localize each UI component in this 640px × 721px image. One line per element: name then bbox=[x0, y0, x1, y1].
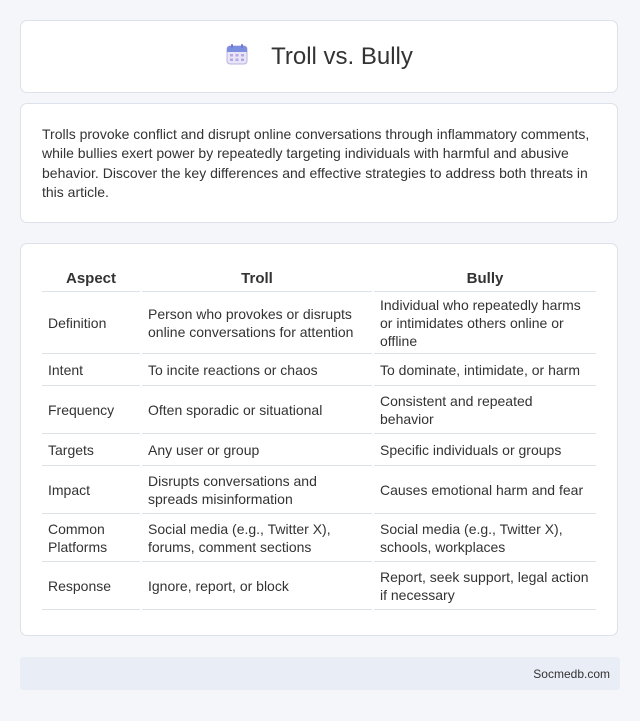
intro-card bbox=[20, 103, 618, 223]
header-aspect: Aspect bbox=[42, 265, 140, 292]
table-cell: Common Platforms bbox=[42, 514, 140, 562]
table-cell: Ignore, report, or block bbox=[142, 562, 372, 610]
calendar-icon bbox=[225, 42, 249, 71]
title-wrap bbox=[225, 42, 413, 71]
header-bully: Bully bbox=[374, 265, 596, 292]
table-cell: Person who provokes or disrupts online conversations for attention bbox=[142, 292, 372, 354]
comparison-table bbox=[40, 265, 598, 610]
comparison-card bbox=[20, 243, 618, 636]
table-row bbox=[42, 386, 596, 434]
table-cell: To incite reactions or chaos bbox=[142, 354, 372, 386]
table-row bbox=[42, 562, 596, 610]
table-cell: Specific individuals or groups bbox=[374, 434, 596, 466]
title-card bbox=[20, 20, 618, 93]
table-cell: Disrupts conversations and spreads misinformation bbox=[142, 466, 372, 514]
footer bbox=[20, 657, 620, 690]
table-cell: Individual who repeatedly harms or intimidates others online or offline bbox=[374, 292, 596, 354]
intro-paragraph: Trolls provoke conflict and disrupt online conversations through inflammatory comments, while bullies exert power by repeatedly targeting individuals with harmful and abusive behavior. Discover the key differences and effective strategies to address both threats in this article. bbox=[42, 126, 590, 200]
table-cell: Response bbox=[42, 562, 140, 610]
table-cell: Definition bbox=[42, 292, 140, 354]
header-troll: Troll bbox=[142, 265, 372, 292]
table-row bbox=[42, 514, 596, 562]
table-cell: Often sporadic or situational bbox=[142, 386, 372, 434]
table-cell: Causes emotional harm and fear bbox=[374, 466, 596, 514]
table-cell: Intent bbox=[42, 354, 140, 386]
footer-site-link[interactable]: Socmedb.com bbox=[533, 666, 610, 681]
table-cell: Social media (e.g., Twitter X), schools, workplaces bbox=[374, 514, 596, 562]
table-cell: To dominate, intimidate, or harm bbox=[374, 354, 596, 386]
table-row bbox=[42, 466, 596, 514]
table-row bbox=[42, 434, 596, 466]
table-cell: Impact bbox=[42, 466, 140, 514]
table-cell: Frequency bbox=[42, 386, 140, 434]
table-cell: Report, seek support, legal action if necessary bbox=[374, 562, 596, 610]
table-row bbox=[42, 292, 596, 354]
table-header-row bbox=[42, 265, 596, 292]
table-cell: Consistent and repeated behavior bbox=[374, 386, 596, 434]
table-cell: Any user or group bbox=[142, 434, 372, 466]
table-row bbox=[42, 354, 596, 386]
table-cell: Targets bbox=[42, 434, 140, 466]
table-cell: Social media (e.g., Twitter X), forums, comment sections bbox=[142, 514, 372, 562]
page-title: Troll vs. Bully bbox=[271, 42, 413, 70]
